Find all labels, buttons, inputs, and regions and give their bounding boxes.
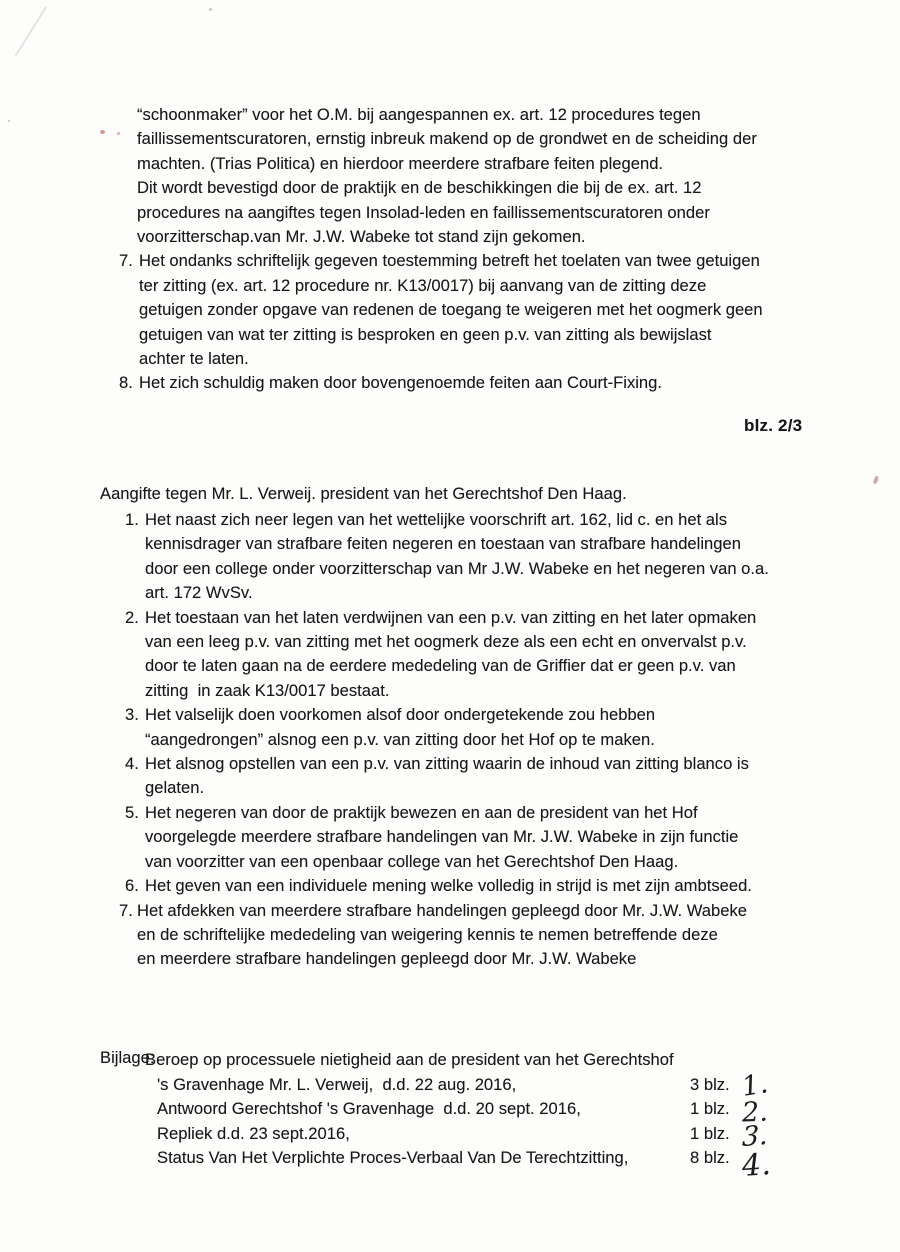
item-number: 1. bbox=[125, 510, 139, 529]
text-line: Beroep op processuele nietigheid aan de president van het Gerechtshof bbox=[145, 1050, 674, 1069]
handwritten-number: 3. bbox=[741, 1119, 768, 1154]
list-item bbox=[125, 752, 769, 801]
text-line: zitting in zaak K13/0017 bestaat. bbox=[145, 680, 390, 700]
list-item bbox=[125, 703, 769, 752]
text-line: Dit wordt bevestigd door de praktijk en de beschikkingen die bij de ex. art. 12 bbox=[137, 178, 702, 198]
text-line: Het negeren van door de praktijk bewezen en aan de president van het Hof bbox=[145, 802, 698, 822]
text-line: door een college onder voorzitterschap van Mr J.W. Wabeke en het negeren van o.a. bbox=[145, 558, 769, 578]
scan-artifact-speck bbox=[209, 8, 212, 11]
page-number: blz. 2/3 bbox=[744, 416, 803, 435]
text-line: “schoonmaker” voor het O.M. bij aangespannen ex. art. 12 procedures tegen bbox=[137, 105, 701, 124]
paragraph-continuation bbox=[137, 103, 763, 249]
bijlage-list bbox=[145, 1048, 875, 1184]
text-line: Het ondanks schriftelijk gegeven toestemming betreft het toelaten van twee getuigen bbox=[139, 251, 760, 271]
list-item bbox=[125, 874, 769, 898]
text-line: kennisdrager van strafbare feiten negeren en toestaan van strafbare handelingen bbox=[145, 534, 741, 554]
handwritten-number: 4. bbox=[740, 1146, 772, 1184]
text-line: en de schriftelijke mededeling van weigering kennis te nemen betreffende deze bbox=[137, 924, 718, 944]
text-line: Het zich schuldig maken door bovengenoemde feiten aan Court-Fixing. bbox=[139, 373, 663, 393]
text-line: van voorzitter van een openbaar college van het Gerechtshof Den Haag. bbox=[145, 851, 679, 871]
text-line: Repliek d.d. 23 sept.2016, bbox=[157, 1123, 350, 1143]
page-count: 1 blz. bbox=[690, 1123, 730, 1143]
item-number: 6. bbox=[125, 876, 139, 896]
item-number: 3. bbox=[125, 705, 139, 725]
scan-artifact-speck bbox=[100, 130, 105, 134]
text-line: faillissementscuratoren, ernstig inbreuk makend op de grondwet en de scheiding der bbox=[137, 129, 757, 149]
bijlage-row bbox=[145, 1146, 875, 1184]
text-line: machten. (Trias Politica) en hierdoor meerdere strafbare feiten plegend. bbox=[137, 153, 664, 173]
text-line: 's Gravenhage Mr. L. Verweij, d.d. 22 aug. 2016, bbox=[157, 1074, 517, 1094]
bijlage-row bbox=[145, 1119, 875, 1154]
text-line: voorgelegde meerdere strafbare handelingen van Mr. J.W. Wabeke in zijn functie bbox=[145, 827, 739, 847]
text-line: Het naast zich neer legen van het wettelijke voorschrift art. 162, lid c. en het als bbox=[145, 510, 728, 529]
charges-list-verweij bbox=[119, 508, 769, 972]
text-line: en meerdere strafbare handelingen gepleegd door Mr. J.W. Wabeke bbox=[137, 949, 637, 969]
text-line: voorzitterschap.van Mr. J.W. Wabeke tot stand zijn gekomen. bbox=[137, 227, 586, 247]
page-count: 1 blz. bbox=[690, 1099, 730, 1118]
scan-artifact-line bbox=[15, 6, 47, 56]
text-line: getuigen zonder opgave van redenen de toegang te weigeren met het oogmerk geen bbox=[139, 300, 763, 320]
item-number: 7. bbox=[119, 900, 133, 920]
bijlage-label: Bijlage: bbox=[100, 1048, 155, 1067]
text-line: art. 172 WvSv. bbox=[145, 583, 253, 603]
text-line: Het toestaan van het laten verdwijnen van een p.v. van zitting en het later opmaken bbox=[145, 607, 757, 627]
item-number: 8. bbox=[119, 373, 133, 393]
scan-artifact-speck bbox=[8, 120, 10, 122]
text-line: van een leeg p.v. van zitting met het oogmerk deze als een echt en onvervalst p.v. bbox=[145, 632, 747, 652]
text-line: Het afdekken van meerdere strafbare handelingen gepleegd door Mr. J.W. Wabeke bbox=[137, 900, 748, 920]
handwritten-number: 2. bbox=[741, 1096, 769, 1128]
text-line: door te laten gaan na de eerdere mededeling van de Griffier dat er geen p.v. van bbox=[145, 656, 736, 676]
list-item bbox=[119, 899, 769, 972]
item-number: 7. bbox=[119, 251, 133, 271]
text-line: Antwoord Gerechtshof 's Gravenhage d.d. 20 sept. 2016, bbox=[157, 1099, 581, 1118]
list-item bbox=[125, 606, 769, 704]
bijlage-row bbox=[145, 1096, 875, 1128]
text-line: “aangedrongen” alsnog een p.v. van zitting door het Hof op te maken. bbox=[145, 729, 655, 749]
text-line: Het alsnog opstellen van een p.v. van zitting waarin de inhoud van zitting blanco is bbox=[145, 754, 749, 774]
page-count: 3 blz. bbox=[690, 1074, 730, 1094]
text-line: Het valselijk doen voorkomen alsof door ondergetekende zou hebben bbox=[145, 705, 656, 725]
handwritten-number: 1. bbox=[739, 1068, 771, 1103]
item-number: 2. bbox=[125, 607, 139, 627]
list-item bbox=[119, 249, 763, 371]
text-line: ter zitting (ex. art. 12 procedure nr. K13/0017) bij aanvang van de zitting deze bbox=[139, 275, 707, 295]
text-line: getuigen van wat ter zitting is besproken en geen p.v. van zitting als bewijslast bbox=[139, 324, 712, 344]
charges-list-wabeke bbox=[119, 103, 763, 396]
bijlage-row bbox=[145, 1048, 875, 1103]
scan-artifact-speck bbox=[873, 476, 879, 485]
item-number: 4. bbox=[125, 754, 139, 774]
item-number: 5. bbox=[125, 802, 139, 822]
text-line: Het geven van een individuele mening welke volledig in strijd is met zijn ambtseed. bbox=[145, 876, 752, 896]
list-item bbox=[125, 508, 769, 606]
page-count: 8 blz. bbox=[690, 1148, 730, 1167]
text-line: procedures na aangiftes tegen Insolad-leden en faillissementscuratoren onder bbox=[137, 202, 710, 222]
list-item bbox=[119, 371, 763, 395]
text-line: gelaten. bbox=[145, 778, 205, 798]
list-item bbox=[125, 801, 769, 874]
text-line: achter te laten. bbox=[139, 349, 249, 369]
text-line: Status Van Het Verplichte Proces-Verbaal Van De Terechtzitting, bbox=[157, 1148, 629, 1167]
section-heading-aangifte-verweij: Aangifte tegen Mr. L. Verweij. president van het Gerechtshof Den Haag. bbox=[100, 484, 627, 503]
